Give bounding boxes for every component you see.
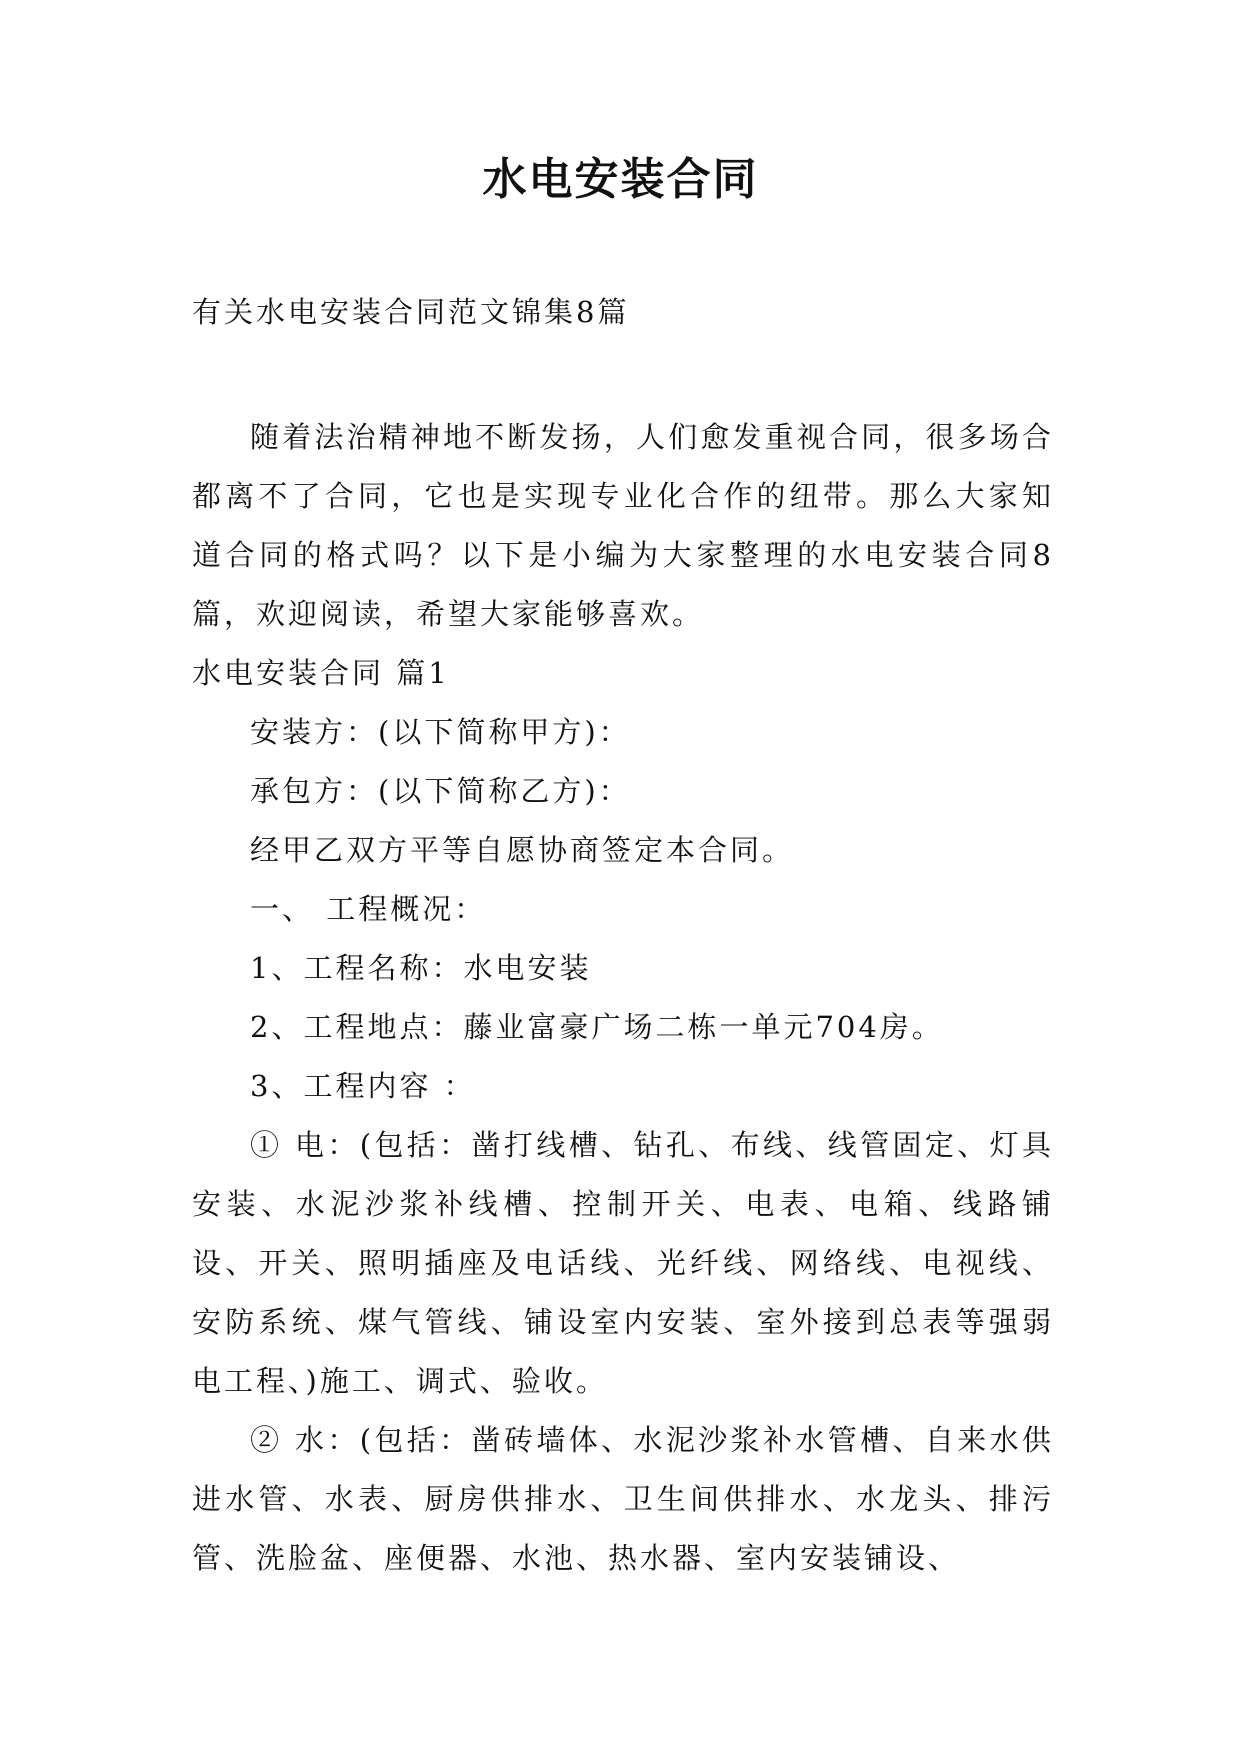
section-heading: 水电安装合同 篇1 [192, 656, 450, 690]
installer-line: 安装方：(以下简称甲方)： [250, 715, 631, 749]
project-overview-heading: 一、 工程概况： [250, 892, 487, 926]
project-location-line: 2、工程地点：藤业富豪广场二栋一单元704房。 [250, 1010, 944, 1044]
document-subtitle: 有关水电安装合同范文锦集8篇 [192, 295, 630, 329]
intro-paragraph: 随着法治精神地不断发扬，人们愈发重视合同，很多场合都离不了合同，它也是实现专业化合作的纽带。那么大家知道合同的格式吗？以下是小编为大家整理的水电安装合同8篇，欢迎阅读，希望大家能够喜欢。 [192, 420, 1054, 631]
electric-item-paragraph: ① 电：(包括：凿打线槽、钻孔、布线、线管固定、灯具安装、水泥沙浆补线槽、控制开关、电表、电箱、线路铺设、开关、照明插座及电话线、光纤线、网络线、电视线、安防系统、煤气管线、铺设室内安装、室外接到总表等强弱电工程、)施工、调式、验收。 [192, 1128, 1054, 1398]
agreement-line: 经甲乙双方平等自愿协商签定本合同。 [250, 833, 795, 867]
document-body [192, 408, 1054, 1588]
document-title: 水电安装合同 [482, 154, 759, 205]
project-content-line: 3、工程内容 ： [250, 1069, 476, 1103]
project-name-line: 1、工程名称：水电安装 [250, 951, 592, 985]
water-item-paragraph: ② 水：(包括：凿砖墙体、水泥沙浆补水管槽、自来水供进水管、水表、厨房供排水、卫生间供排水、水龙头、排污管、洗脸盆、座便器、水池、热水器、室内安装铺设、 [192, 1423, 1054, 1575]
contractor-line: 承包方：(以下简称乙方)： [250, 774, 631, 808]
